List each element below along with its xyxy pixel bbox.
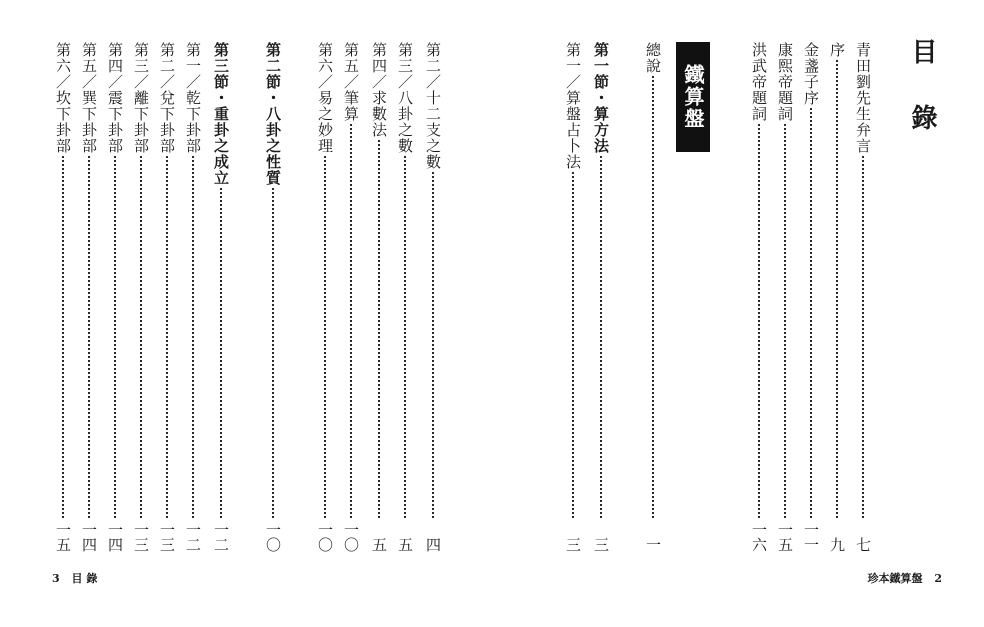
toc-entry-page: 五 [396,537,414,552]
toc-entry-title: 第三／八卦之數 [396,42,414,154]
toc-entry[interactable] [182,42,204,552]
toc-entry[interactable] [852,42,874,552]
running-title: 珍本鐵算盤 [867,572,923,585]
running-title: 目 錄 [71,572,98,585]
toc-entry[interactable] [78,42,100,552]
toc-entry-page: 一四 [106,522,124,552]
toc-entry-page: 七 [854,537,872,552]
toc-entry-title: 洪武帝題詞 [750,42,768,122]
toc-entry-page: 四 [424,537,442,552]
toc-entry[interactable] [774,42,796,552]
leader-dots [836,52,838,518]
book-title [682,42,704,554]
toc-entry[interactable] [826,42,848,552]
toc-entry[interactable] [748,42,770,552]
toc-entry-title: 第二／十二支之數 [424,42,442,170]
toc-entry[interactable] [642,42,664,552]
right-page-footer [868,570,951,586]
toc-entry-title: 金盞子序 [802,42,820,106]
toc-entry-title: 第四／求數法 [370,42,388,138]
right-page [492,0,984,627]
toc-entry-page: 一 [644,537,662,552]
page-title: 目錄 [907,38,937,170]
toc-entry-page: 一四 [80,522,98,552]
toc-entry-page: 一六 [750,522,768,552]
toc-entry-title: 青田劉先生弁言 [854,42,872,154]
toc-entry-title: 第三／離下卦部 [132,42,150,154]
toc-entry[interactable] [562,42,584,552]
toc-entry-page: 三 [564,537,582,552]
toc-section[interactable] [262,42,284,552]
toc-entry-page: 一二 [184,522,202,552]
toc-entry[interactable] [52,42,74,552]
toc-entry-page: 五 [370,537,388,552]
toc-entry[interactable] [368,42,390,552]
toc-entry-page: 一五 [776,522,794,552]
leader-dots [652,52,654,518]
toc-entry[interactable] [340,42,362,552]
toc-entry-title: 總說 [644,42,662,74]
page-number: 3 [52,572,60,585]
toc-section-page: 三 [592,537,610,552]
toc-section-page: 一二 [212,522,230,552]
toc-entry[interactable] [800,42,822,552]
toc-entry-title: 康熙帝題詞 [776,42,794,122]
toc-entry-title: 第五／筆算 [342,42,360,122]
toc-entry-title: 第二／兌下卦部 [158,42,176,154]
toc-entry-page: 九 [828,537,846,552]
toc-entry[interactable] [104,42,126,552]
toc-entry-page: 一〇 [342,522,360,552]
page-number: 2 [934,572,942,585]
toc-entry[interactable] [130,42,152,552]
toc-entry-title: 第六／易之妙理 [316,42,334,154]
toc-entry-page: 一三 [158,522,176,552]
toc-section[interactable] [590,42,612,552]
toc-entry[interactable] [394,42,416,552]
toc-entry-page: 一三 [132,522,150,552]
book-title-box: 鐵算盤 [676,42,710,152]
toc-entry-page: 一五 [54,522,72,552]
toc-entry-title: 第一／算盤占卜法 [564,42,582,170]
toc-section-title: 第三節・重卦之成立 [212,42,230,186]
left-page-footer [52,570,105,586]
toc-entry[interactable] [156,42,178,552]
toc-section-page: 一〇 [264,522,282,552]
toc-entry[interactable] [314,42,336,552]
toc-entry-page: 一〇 [316,522,334,552]
toc-entry-title: 第六／坎下卦部 [54,42,72,154]
toc-entry-title: 第一／乾下卦部 [184,42,202,154]
leader-dots [810,52,812,518]
toc-entry-title: 第五／巽下卦部 [80,42,98,154]
toc-section-title: 第二節・八卦之性質 [264,42,282,186]
toc-entry-page: 一一 [802,522,820,552]
toc-entry-title: 序 [828,42,846,58]
toc-section-title: 第一節・算方法 [592,42,610,154]
toc-entry[interactable] [422,42,444,552]
toc-entry-title: 第四／震下卦部 [106,42,124,154]
toc-section[interactable] [210,42,232,552]
